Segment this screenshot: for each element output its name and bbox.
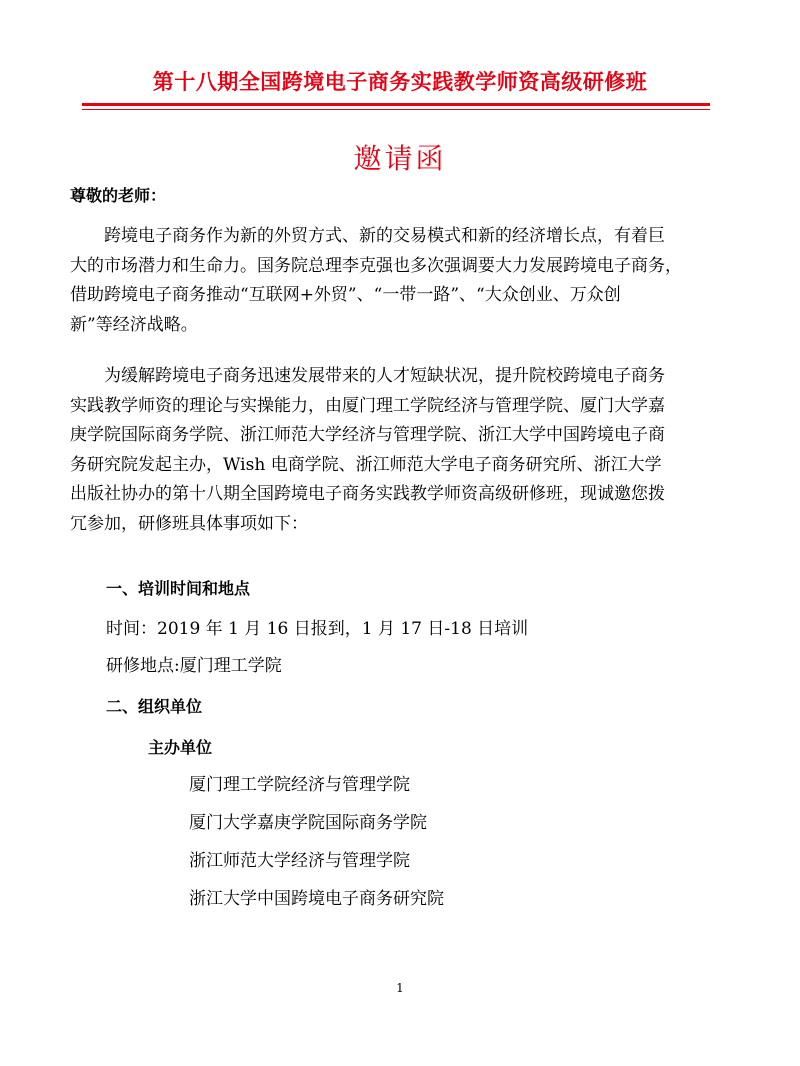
header-rule-thick [82, 103, 710, 106]
page-number: 1 [396, 981, 404, 995]
training-time: 时间：2019 年 1 月 16 日报到，1 月 17 日-18 日培训 [106, 619, 529, 639]
salutation: 尊敬的老师： [70, 186, 167, 205]
paragraph-2 [70, 362, 730, 540]
paragraph-line: 务研究院发起主办，Wish 电商学院、浙江师范大学电子商务研究所、浙江大学 [70, 454, 662, 475]
paragraph-1 [70, 222, 730, 340]
doc-title: 邀请函 [353, 142, 447, 175]
section-1-heading: 一、培训时间和地点 [106, 579, 251, 598]
paragraph-line: 出版社协办的第十八期全国跨境电子商务实践教学师资高级研修班，现诚邀您拨 [70, 484, 665, 505]
paragraph-line: 大的市场潜力和生命力。国务院总理李克强也多次强调要大力发展跨境电子商务， [70, 255, 682, 276]
paragraph-line: 新”等经济战略。 [70, 314, 198, 335]
paragraph-line: 冗参加，研修班具体事项如下： [70, 513, 308, 534]
organizer-item: 厦门理工学院经济与管理学院 [189, 775, 410, 795]
paragraph-line: 庚学院国际商务学院、浙江师范大学经济与管理学院、浙江大学中国跨境电子商 [70, 425, 665, 446]
paragraph-line: 跨境电子商务作为新的外贸方式、新的交易模式和新的经济增长点，有着巨 [70, 226, 665, 246]
paragraph-line: 为缓解跨境电子商务迅速发展带来的人才短缺状况，提升院校跨境电子商务 [70, 366, 665, 386]
header-rule-thin [82, 109, 710, 110]
paragraph-line: 实践教学师资的理论与实操能力，由厦门理工学院经济与管理学院、厦门大学嘉 [70, 395, 665, 416]
organizer-item: 浙江大学中国跨境电子商务研究院 [189, 889, 444, 909]
paragraph-line: 借助跨境电子商务推动“互联网+外贸”、“一带一路”、“大众创业、万众创 [70, 285, 621, 306]
organizer-item: 浙江师范大学经济与管理学院 [189, 851, 410, 871]
training-location: 研修地点:厦门理工学院 [106, 656, 282, 676]
header-title: 第十八期全国跨境电子商务实践教学师资高级研修班 [152, 70, 648, 94]
section-2-heading: 二、组织单位 [106, 697, 203, 716]
organizer-subheading: 主办单位 [148, 738, 213, 757]
organizer-item: 厦门大学嘉庚学院国际商务学院 [189, 813, 427, 833]
